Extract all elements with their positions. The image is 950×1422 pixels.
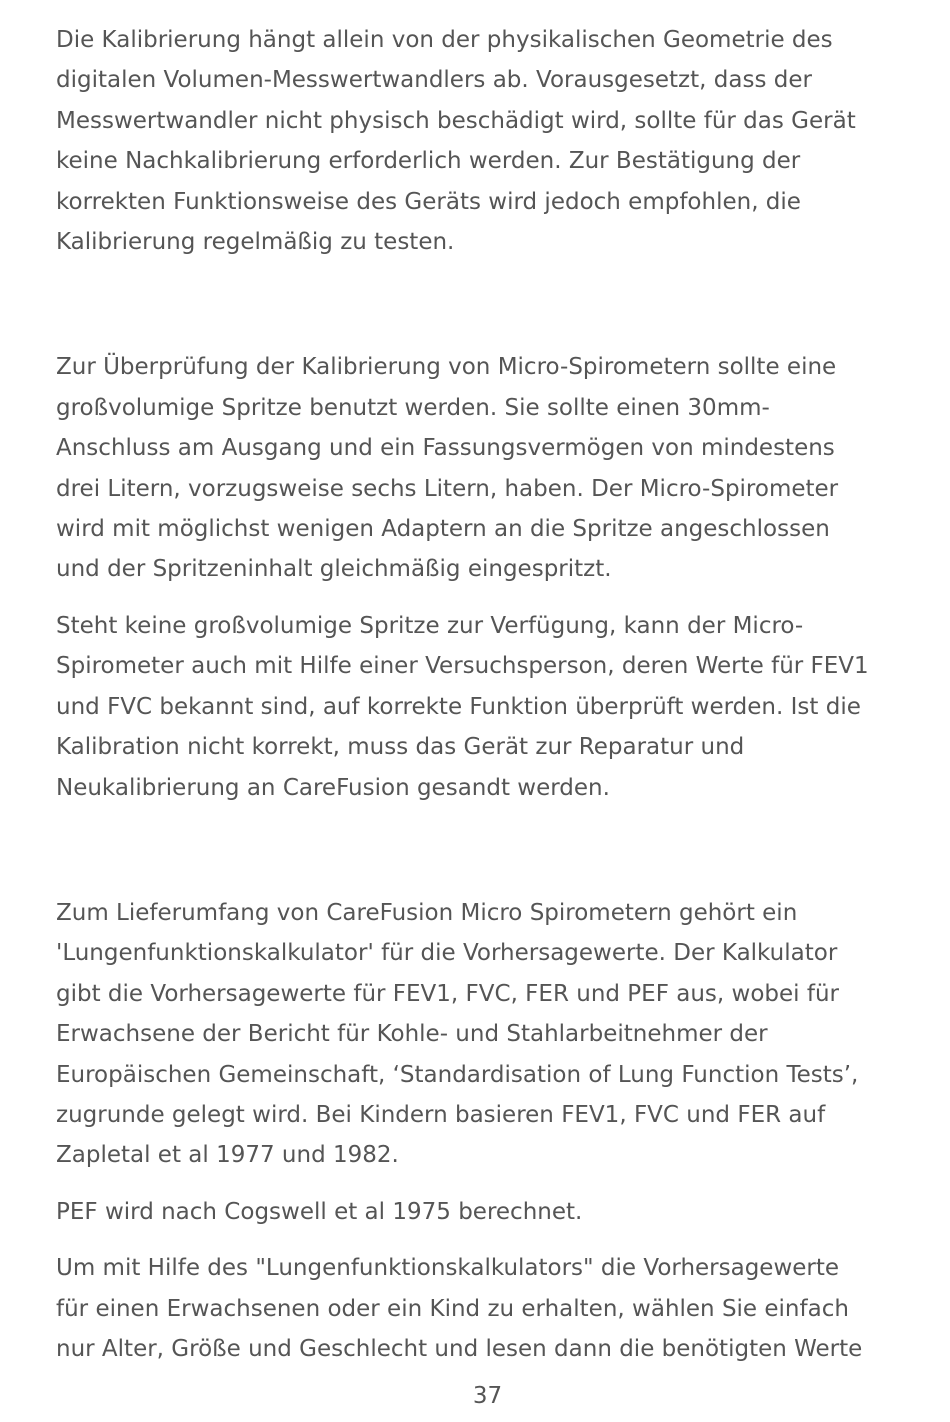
paragraph-spacer [56,590,936,606]
text-line: für einen Erwachsenen oder ein Kind zu erhalten, wählen Sie einfach [56,1295,849,1322]
paragraph-spacer [56,808,936,893]
paragraph-spacer [56,1176,936,1192]
text-line: 'Lungenfunktionskalkulator' für die Vorhersagewerte. Der Kalkulator [56,940,838,967]
text-line: keine Nachkalibrierung erforderlich werden. Zur Bestätigung der [56,148,801,175]
text-line: drei Litern, vorzugsweise sechs Litern, haben. Der Micro-Spirometer [56,475,839,502]
paragraph-lung-calculator [56,893,936,1176]
paragraph-syringe-check [56,347,936,589]
paragraph-calculator-usage [56,1248,936,1369]
text-line: Erwachsene der Bericht für Kohle- und Stahlarbeitnehmer der [56,1021,768,1048]
paragraph-spacer [56,262,936,347]
paragraph-spacer [56,1232,936,1248]
paragraph-calibration-intro [56,20,936,262]
text-line: nur Alter, Größe und Geschlecht und lesen dann die benötigten Werte [56,1335,863,1362]
text-line: Zum Lieferumfang von CareFusion Micro Spirometern gehört ein [56,899,798,926]
text-line: Europäischen Gemeinschaft, ‘Standardisation of Lung Function Tests’, [56,1061,859,1088]
text-line: großvolumige Spritze benutzt werden. Sie sollte einen 30mm- [56,394,770,421]
paragraph-pef-reference [56,1192,936,1232]
text-line: wird mit möglichst wenigen Adaptern an die Spritze angeschlossen [56,516,830,543]
text-line: Kalibrierung regelmäßig zu testen. [56,229,455,256]
text-line: gibt die Vorhersagewerte für FEV1, FVC, FER und PEF aus, wobei für [56,980,839,1007]
text-line: korrekten Funktionsweise des Geräts wird jedoch empfohlen, die [56,188,801,215]
text-line: Die Kalibrierung hängt allein von der physikalischen Geometrie des [56,27,833,53]
text-line: Kalibration nicht korrekt, muss das Gerät zur Reparatur und [56,734,745,761]
paragraph-test-subject [56,606,936,808]
text-line: Um mit Hilfe des "Lungenfunktionskalkulators" die Vorhersagewerte [56,1255,840,1282]
text-line: Zapletal et al 1977 und 1982. [56,1142,399,1169]
text-line: zugrunde gelegt wird. Bei Kindern basieren FEV1, FVC und FER auf [56,1101,826,1128]
text-line: und FVC bekannt sind, auf korrekte Funktion überprüft werden. Ist die [56,693,861,720]
text-line: Steht keine großvolumige Spritze zur Verfügung, kann der Micro- [56,612,804,639]
text-line: digitalen Volumen-Messwertwandlers ab. Vorausgesetzt, dass der [56,67,812,94]
text-line: Neukalibrierung an CareFusion gesandt werden. [56,774,610,801]
text-line: Anschluss am Ausgang und ein Fassungsvermögen von mindestens [56,435,835,462]
text-line: und der Spritzeninhalt gleichmäßig eingespritzt. [56,556,612,583]
page-number: 37 [472,1383,503,1409]
text-line: Zur Überprüfung der Kalibrierung von Micro-Spirometern sollte eine [56,354,837,381]
text-line: Messwertwandler nicht physisch beschädigt wird, sollte für das Gerät [56,107,856,134]
text-line: Spirometer auch mit Hilfe einer Versuchsperson, deren Werte für FEV1 [56,653,869,680]
text-line: PEF wird nach Cogswell et al 1975 berechnet. [56,1198,583,1225]
document-body [56,20,936,1369]
